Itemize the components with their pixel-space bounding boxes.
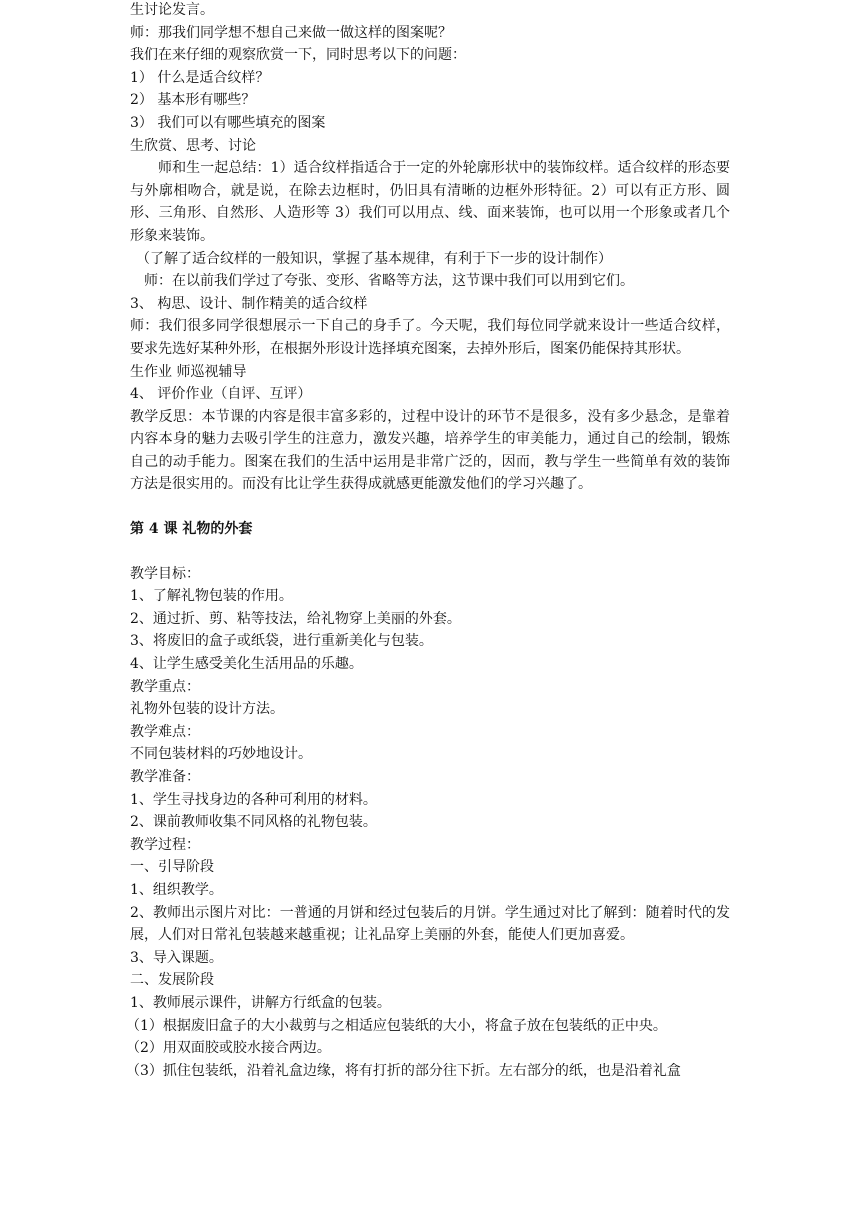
- text-line: 生欣赏、思考、讨论: [130, 137, 256, 154]
- list-item: 1） 什么是适合纹样？: [130, 69, 270, 86]
- section-label: 教学过程：: [130, 836, 200, 853]
- list-item: 1、学生寻找身边的各种可利用的材料。: [130, 791, 377, 808]
- summary-paragraph: 师和生一起总结：1）适合纹样指适合于一定的外轮廓形状中的装饰纹样。适合纹样的形态要与外廓相吻合，就是说，在除去边框时，仍旧具有清晰的边框外形特征。2）可以有正方形、圆形、三角形、自然形、人造形等 3）我们可以用点、线、面来装饰，也可以用一个形象或者几个形象来装饰。: [130, 160, 730, 244]
- text-line: 礼物外包装的设计方法。: [130, 701, 284, 718]
- list-item: 1、组织教学。: [130, 881, 223, 898]
- text-line: 不同包装材料的巧妙地设计。: [130, 746, 312, 763]
- list-item: 4、让学生感受美化生活用品的乐趣。: [130, 656, 363, 673]
- list-item: 2） 基本形有哪些？: [130, 92, 256, 109]
- sub-step: （1）根据废旧盒子的大小裁剪与之相适应包装纸的大小，将盒子放在包装纸的正中央。: [126, 1017, 667, 1034]
- list-item: 3、将废旧的盒子或纸袋，进行重新美化与包装。: [130, 633, 433, 650]
- section-label: 教学重点：: [130, 678, 200, 695]
- list-item: 2、课前教师收集不同风格的礼物包装。: [130, 814, 377, 831]
- section-label: 教学难点：: [130, 723, 200, 740]
- text-line: 生作业 师巡视辅导: [130, 363, 247, 380]
- text-line: 师：在以前我们学过了夸张、变形、省略等方法，这节课中我们可以用到它们。: [144, 273, 634, 290]
- list-item: 3） 我们可以有哪些填充的图案: [130, 114, 326, 131]
- stage-heading: 二、发展阶段: [130, 972, 214, 989]
- section-label: 教学准备：: [130, 769, 200, 785]
- list-item-paragraph: 2、教师出示图片对比：一普通的月饼和经过包装后的月饼。学生通过对比了解到：随着时代的发展，人们对日常礼包装越来越重视；让礼品穿上美丽的外套，能使人们更加喜爱。: [130, 904, 730, 944]
- text-line: 我们在来仔细的观察欣赏一下，同时思考以下的问题：: [130, 47, 466, 64]
- sub-step: （3）抓住包装纸，沿着礼盒边缘，将有打折的部分往下折。左右部分的纸，也是沿着礼盒: [126, 1062, 681, 1079]
- lesson-title: 第 4 课 礼物的外套: [130, 521, 253, 538]
- text-line: （了解了适合纹样的一般知识，掌握了基本规律，有利于下一步的设计制作）: [136, 250, 612, 267]
- list-item: 3、导入课题。: [130, 949, 223, 966]
- list-item: 2、通过折、剪、粘等技法，给礼物穿上美丽的外套。: [130, 610, 461, 627]
- sub-step: （2）用双面胶或胶水接合两边。: [126, 1040, 331, 1057]
- reflection-paragraph: 教学反思：本节课的内容是很丰富多彩的，过程中设计的环节不是很多，没有多少悬念，是靠着内容本身的魅力去吸引学生的注意力，激发兴趣，培养学生的审美能力，通过自己的绘制，锻炼自己的动手能力。图案在我们的生活中运用是非常广泛的，因而，教与学生一些简单有效的装饰方法是很实用的。而没有比让学生获得成就感更能激发他们的学习兴趣了。: [130, 408, 730, 493]
- stage-heading: 一、引导阶段: [130, 859, 214, 876]
- step-heading: 4、 评价作业（自评、互评）: [130, 386, 312, 403]
- teacher-paragraph: 师：我们很多同学很想展示一下自己的身手了。今天呢，我们每位同学就来设计一些适合纹样，要求先选好某种外形，在根据外形设计选择填充图案，去掉外形后，图案仍能保持其形状。: [130, 318, 730, 357]
- step-heading: 3、 构思、设计、制作精美的适合纹样: [130, 295, 368, 312]
- text-line: 生讨论发言。: [130, 2, 214, 18]
- section-label: 教学目标：: [130, 565, 200, 582]
- text-line: 师：那我们同学想不想自己来做一做这样的图案呢？: [130, 24, 452, 41]
- list-item: 1、了解礼物包装的作用。: [130, 588, 293, 605]
- document-page: [126, 0, 730, 1082]
- list-item: 1、教师展示课件，讲解方行纸盒的包装。: [130, 994, 391, 1011]
